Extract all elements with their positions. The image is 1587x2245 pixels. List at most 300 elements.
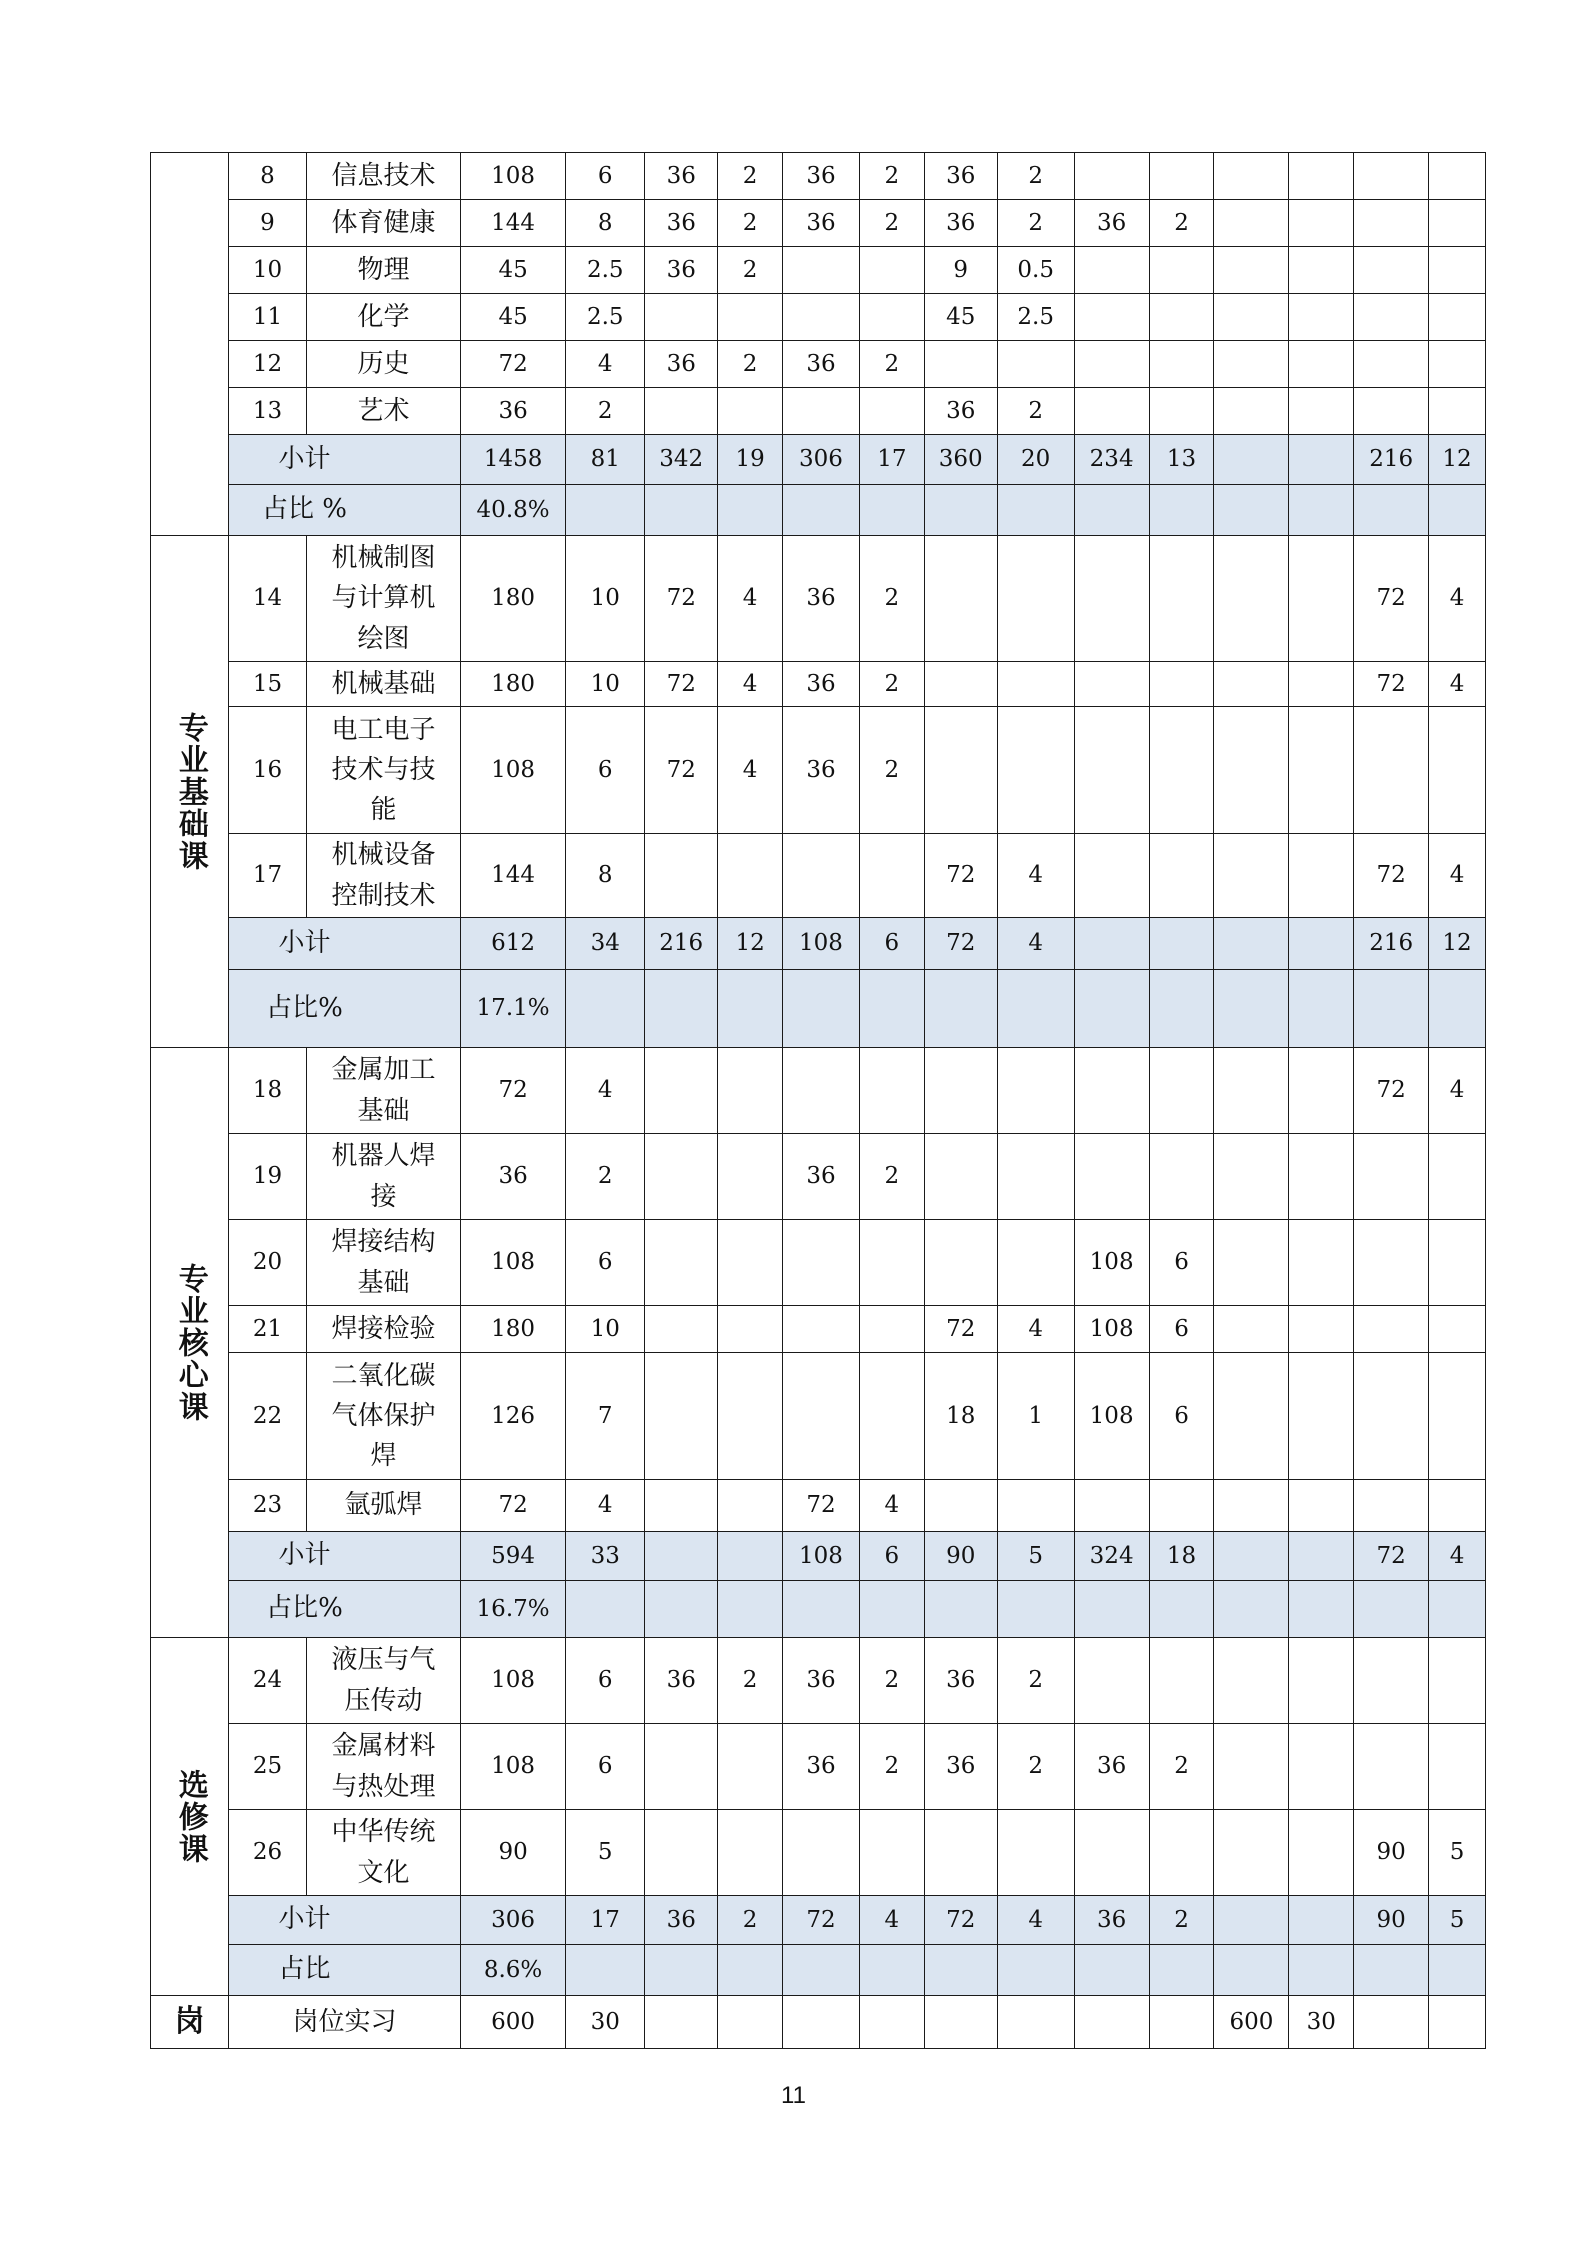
value-cell: 72 — [1354, 1532, 1429, 1581]
value-cell — [718, 1532, 783, 1581]
value-cell: 36 — [924, 200, 997, 247]
empty-cell — [1289, 970, 1354, 1048]
curriculum-hours-table — [150, 152, 1486, 2049]
value-cell: 108 — [1074, 1220, 1149, 1306]
value-cell — [1289, 388, 1354, 435]
value-cell: 2 — [718, 1896, 783, 1945]
value-cell: 72 — [1354, 1048, 1429, 1134]
value-cell: 4 — [1429, 662, 1486, 707]
value-cell — [1214, 341, 1289, 388]
value-cell: 306 — [782, 435, 859, 485]
empty-cell — [924, 485, 997, 536]
value-cell: 2 — [859, 153, 924, 200]
value-cell: 36 — [924, 388, 997, 435]
value-cell: 72 — [924, 834, 997, 918]
subtotal-row — [151, 1532, 1486, 1581]
value-cell — [924, 536, 997, 662]
value-cell: 108 — [460, 707, 565, 834]
value-cell: 36 — [782, 707, 859, 834]
table-row — [151, 294, 1486, 341]
empty-cell — [718, 485, 783, 536]
value-cell: 2 — [1149, 1724, 1214, 1810]
value-cell: 90 — [1354, 1896, 1429, 1945]
value-cell: 36 — [782, 153, 859, 200]
value-cell: 108 — [460, 153, 565, 200]
value-cell: 36 — [645, 153, 718, 200]
value-cell: 4 — [1429, 834, 1486, 918]
value-cell: 306 — [460, 1896, 565, 1945]
value-cell: 6 — [566, 707, 645, 834]
empty-cell — [1149, 485, 1214, 536]
value-cell: 8 — [566, 834, 645, 918]
value-cell — [1289, 247, 1354, 294]
value-cell — [1289, 294, 1354, 341]
value-cell: 4 — [718, 662, 783, 707]
value-cell — [997, 1810, 1074, 1896]
category-label: 专业基础课 — [151, 536, 229, 1048]
empty-cell — [782, 485, 859, 536]
value-cell: 17 — [566, 1896, 645, 1945]
value-cell: 4 — [1429, 536, 1486, 662]
value-cell: 72 — [924, 1306, 997, 1353]
value-cell — [997, 707, 1074, 834]
value-cell — [1289, 834, 1354, 918]
course-number: 13 — [228, 388, 306, 435]
ratio-row — [151, 970, 1486, 1048]
empty-cell — [1214, 485, 1289, 536]
value-cell — [1429, 1480, 1486, 1532]
value-cell — [997, 341, 1074, 388]
value-cell: 2 — [997, 1724, 1074, 1810]
value-cell: 180 — [460, 1306, 565, 1353]
value-cell — [924, 1048, 997, 1134]
value-cell: 2 — [997, 200, 1074, 247]
value-cell: 5 — [1429, 1810, 1486, 1896]
value-cell — [1289, 1638, 1354, 1724]
value-cell: 342 — [645, 435, 718, 485]
value-cell — [645, 1353, 718, 1480]
value-cell: 8 — [566, 200, 645, 247]
value-cell — [1214, 1638, 1289, 1724]
empty-cell — [1429, 970, 1486, 1048]
value-cell: 90 — [1354, 1810, 1429, 1896]
value-cell — [645, 1480, 718, 1532]
value-cell: 36 — [460, 388, 565, 435]
value-cell — [645, 1724, 718, 1810]
value-cell — [1214, 1896, 1289, 1945]
value-cell — [1214, 388, 1289, 435]
value-cell: 10 — [566, 536, 645, 662]
value-cell: 72 — [645, 536, 718, 662]
value-cell — [1289, 341, 1354, 388]
ratio-label-text: 占比% — [266, 1593, 343, 1624]
table-row — [151, 1638, 1486, 1724]
value-cell: 4 — [859, 1480, 924, 1532]
value-cell — [1354, 153, 1429, 200]
ratio-label — [228, 485, 460, 536]
value-cell: 36 — [460, 1134, 565, 1220]
value-cell: 45 — [924, 294, 997, 341]
value-cell: 0.5 — [997, 247, 1074, 294]
course-name: 信息技术 — [306, 153, 460, 200]
value-cell: 72 — [645, 707, 718, 834]
value-cell — [1214, 1532, 1289, 1581]
value-cell: 81 — [566, 435, 645, 485]
value-cell — [924, 1480, 997, 1532]
value-cell — [1354, 1996, 1429, 2049]
course-number: 10 — [228, 247, 306, 294]
value-cell — [782, 1996, 859, 2049]
value-cell: 45 — [460, 247, 565, 294]
value-cell: 45 — [460, 294, 565, 341]
value-cell: 10 — [566, 1306, 645, 1353]
value-cell — [718, 834, 783, 918]
value-cell: 4 — [997, 1306, 1074, 1353]
value-cell: 72 — [924, 918, 997, 970]
empty-cell — [859, 1945, 924, 1996]
value-cell — [1074, 1480, 1149, 1532]
table-row — [151, 1048, 1486, 1134]
value-cell: 144 — [460, 834, 565, 918]
value-cell — [1429, 388, 1486, 435]
course-number: 11 — [228, 294, 306, 341]
empty-cell — [1429, 485, 1486, 536]
value-cell: 2 — [859, 200, 924, 247]
value-cell — [1214, 1048, 1289, 1134]
value-cell — [1289, 200, 1354, 247]
empty-cell — [997, 1581, 1074, 1638]
empty-cell — [1289, 485, 1354, 536]
table-row — [151, 1353, 1486, 1480]
value-cell: 36 — [782, 536, 859, 662]
course-number: 17 — [228, 834, 306, 918]
value-cell — [1429, 1220, 1486, 1306]
value-cell: 4 — [997, 1896, 1074, 1945]
course-name: 液压与气压传动 — [306, 1638, 460, 1724]
value-cell — [1354, 707, 1429, 834]
course-number: 12 — [228, 341, 306, 388]
value-cell: 180 — [460, 536, 565, 662]
course-name: 物理 — [306, 247, 460, 294]
table-row — [151, 707, 1486, 834]
value-cell — [1429, 341, 1486, 388]
course-name: 化学 — [306, 294, 460, 341]
subtotal-label — [228, 918, 460, 970]
value-cell — [1214, 1724, 1289, 1810]
value-cell — [924, 1810, 997, 1896]
value-cell: 36 — [924, 1638, 997, 1724]
value-cell — [645, 1220, 718, 1306]
ratio-row — [151, 1581, 1486, 1638]
value-cell — [1214, 536, 1289, 662]
table-row — [151, 1134, 1486, 1220]
empty-cell — [997, 485, 1074, 536]
value-cell: 36 — [1074, 1724, 1149, 1810]
course-number: 25 — [228, 1724, 306, 1810]
empty-cell — [1429, 1581, 1486, 1638]
value-cell — [645, 294, 718, 341]
value-cell: 20 — [997, 435, 1074, 485]
empty-cell — [997, 1945, 1074, 1996]
value-cell: 144 — [460, 200, 565, 247]
value-cell — [1429, 1134, 1486, 1220]
course-number: 19 — [228, 1134, 306, 1220]
value-cell: 36 — [1074, 200, 1149, 247]
value-cell — [1289, 1532, 1354, 1581]
course-number: 14 — [228, 536, 306, 662]
value-cell — [1354, 1353, 1429, 1480]
ratio-label — [228, 970, 460, 1048]
value-cell — [1289, 1810, 1354, 1896]
subtotal-label-text: 小计 — [278, 443, 331, 474]
ratio-label-text: 占比 — [278, 1954, 331, 1985]
value-cell: 72 — [782, 1480, 859, 1532]
subtotal-label — [228, 1896, 460, 1945]
category-label: 岗 — [151, 1996, 229, 2049]
value-cell — [1214, 1306, 1289, 1353]
course-name: 机器人焊接 — [306, 1134, 460, 1220]
value-cell: 90 — [924, 1532, 997, 1581]
value-cell: 17 — [859, 435, 924, 485]
ratio-value: 17.1% — [460, 970, 565, 1048]
table-row — [151, 1810, 1486, 1896]
value-cell: 72 — [782, 1896, 859, 1945]
course-name: 电工电子技术与技能 — [306, 707, 460, 834]
value-cell: 2.5 — [566, 294, 645, 341]
value-cell — [1074, 1996, 1149, 2049]
table-row — [151, 153, 1486, 200]
value-cell: 108 — [782, 918, 859, 970]
value-cell — [782, 1810, 859, 1896]
subtotal-label — [228, 435, 460, 485]
value-cell: 324 — [1074, 1532, 1149, 1581]
value-cell: 2 — [1149, 200, 1214, 247]
value-cell — [924, 1996, 997, 2049]
value-cell: 126 — [460, 1353, 565, 1480]
value-cell — [1354, 341, 1429, 388]
value-cell — [1074, 707, 1149, 834]
empty-cell — [924, 1581, 997, 1638]
value-cell: 2 — [566, 1134, 645, 1220]
empty-cell — [1214, 1945, 1289, 1996]
empty-cell — [1289, 1581, 1354, 1638]
empty-cell — [566, 485, 645, 536]
empty-cell — [859, 485, 924, 536]
value-cell — [645, 1306, 718, 1353]
value-cell — [1074, 918, 1149, 970]
value-cell — [782, 834, 859, 918]
value-cell — [924, 707, 997, 834]
value-cell: 72 — [924, 1896, 997, 1945]
course-number: 22 — [228, 1353, 306, 1480]
value-cell — [1149, 1996, 1214, 2049]
value-cell: 2.5 — [566, 247, 645, 294]
value-cell — [645, 1048, 718, 1134]
empty-cell — [566, 970, 645, 1048]
value-cell — [782, 388, 859, 435]
course-name: 中华传统文化 — [306, 1810, 460, 1896]
value-cell — [645, 388, 718, 435]
course-name: 历史 — [306, 341, 460, 388]
value-cell — [1214, 153, 1289, 200]
empty-cell — [1429, 1945, 1486, 1996]
value-cell: 216 — [1354, 435, 1429, 485]
value-cell — [718, 1996, 783, 2049]
value-cell: 4 — [566, 1480, 645, 1532]
value-cell — [1289, 1724, 1354, 1810]
value-cell — [1074, 1638, 1149, 1724]
value-cell — [1149, 1134, 1214, 1220]
value-cell — [1214, 435, 1289, 485]
value-cell: 6 — [1149, 1353, 1214, 1480]
empty-cell — [1074, 1945, 1149, 1996]
value-cell — [718, 1048, 783, 1134]
value-cell — [1074, 1134, 1149, 1220]
value-cell — [997, 1480, 1074, 1532]
value-cell — [1214, 1480, 1289, 1532]
internship-row — [151, 1996, 1486, 2049]
value-cell: 2 — [859, 341, 924, 388]
value-cell: 1458 — [460, 435, 565, 485]
value-cell — [1074, 341, 1149, 388]
empty-cell — [645, 1945, 718, 1996]
course-number: 16 — [228, 707, 306, 834]
ratio-value: 8.6% — [460, 1945, 565, 1996]
value-cell — [1214, 247, 1289, 294]
value-cell — [1214, 1353, 1289, 1480]
page-number: 11 — [781, 2082, 806, 2109]
empty-cell — [1149, 1945, 1214, 1996]
table-row — [151, 1480, 1486, 1532]
value-cell — [718, 388, 783, 435]
value-cell: 9 — [924, 247, 997, 294]
value-cell: 234 — [1074, 435, 1149, 485]
value-cell — [1149, 834, 1214, 918]
empty-cell — [718, 1581, 783, 1638]
value-cell — [718, 294, 783, 341]
value-cell: 72 — [1354, 834, 1429, 918]
value-cell — [1214, 707, 1289, 834]
value-cell — [1354, 1724, 1429, 1810]
course-name: 氩弧焊 — [306, 1480, 460, 1532]
value-cell: 72 — [460, 341, 565, 388]
value-cell — [718, 1306, 783, 1353]
value-cell: 36 — [782, 662, 859, 707]
category-label — [151, 153, 229, 536]
value-cell — [645, 1996, 718, 2049]
empty-cell — [718, 1945, 783, 1996]
value-cell: 36 — [924, 1724, 997, 1810]
value-cell: 30 — [566, 1996, 645, 2049]
value-cell — [1214, 1134, 1289, 1220]
table-row — [151, 1220, 1486, 1306]
value-cell: 36 — [782, 1134, 859, 1220]
value-cell: 2 — [859, 707, 924, 834]
course-name: 艺术 — [306, 388, 460, 435]
empty-cell — [924, 970, 997, 1048]
value-cell: 36 — [782, 1638, 859, 1724]
value-cell — [1429, 153, 1486, 200]
value-cell — [1429, 247, 1486, 294]
value-cell: 2 — [859, 662, 924, 707]
value-cell — [1074, 294, 1149, 341]
value-cell — [1214, 200, 1289, 247]
value-cell: 36 — [924, 153, 997, 200]
value-cell — [1354, 388, 1429, 435]
empty-cell — [1149, 970, 1214, 1048]
value-cell — [1074, 662, 1149, 707]
course-number: 21 — [228, 1306, 306, 1353]
course-number: 20 — [228, 1220, 306, 1306]
value-cell — [645, 1810, 718, 1896]
value-cell — [1289, 1048, 1354, 1134]
value-cell — [1354, 1306, 1429, 1353]
value-cell: 4 — [718, 707, 783, 834]
course-number: 23 — [228, 1480, 306, 1532]
subtotal-row — [151, 918, 1486, 970]
value-cell — [924, 662, 997, 707]
value-cell: 180 — [460, 662, 565, 707]
value-cell: 2 — [997, 153, 1074, 200]
value-cell — [924, 341, 997, 388]
value-cell: 36 — [645, 1896, 718, 1945]
ratio-label — [228, 1581, 460, 1638]
value-cell — [1214, 918, 1289, 970]
value-cell: 612 — [460, 918, 565, 970]
value-cell — [1074, 388, 1149, 435]
value-cell — [1149, 707, 1214, 834]
subtotal-label-text: 小计 — [278, 1540, 331, 1571]
value-cell — [1149, 341, 1214, 388]
empty-cell — [566, 1945, 645, 1996]
value-cell — [718, 1134, 783, 1220]
value-cell: 6 — [566, 1724, 645, 1810]
value-cell — [718, 1724, 783, 1810]
value-cell — [1074, 536, 1149, 662]
value-cell — [1214, 294, 1289, 341]
value-cell — [1149, 1810, 1214, 1896]
value-cell — [1149, 662, 1214, 707]
value-cell: 4 — [1429, 1048, 1486, 1134]
value-cell: 34 — [566, 918, 645, 970]
value-cell: 600 — [1214, 1996, 1289, 2049]
value-cell — [782, 1353, 859, 1480]
value-cell — [1429, 1724, 1486, 1810]
value-cell: 2 — [718, 153, 783, 200]
empty-cell — [1149, 1581, 1214, 1638]
empty-cell — [1354, 485, 1429, 536]
ratio-value: 40.8% — [460, 485, 565, 536]
value-cell: 4 — [859, 1896, 924, 1945]
value-cell: 360 — [924, 435, 997, 485]
table-row — [151, 536, 1486, 662]
value-cell: 72 — [460, 1480, 565, 1532]
course-number: 26 — [228, 1810, 306, 1896]
value-cell — [1354, 1638, 1429, 1724]
value-cell: 6 — [859, 918, 924, 970]
value-cell: 19 — [718, 435, 783, 485]
value-cell: 2 — [859, 536, 924, 662]
value-cell — [859, 294, 924, 341]
value-cell: 90 — [460, 1810, 565, 1896]
course-name: 焊接检验 — [306, 1306, 460, 1353]
value-cell — [1429, 1353, 1486, 1480]
value-cell — [997, 1220, 1074, 1306]
table-row — [151, 200, 1486, 247]
value-cell — [997, 536, 1074, 662]
value-cell: 72 — [1354, 536, 1429, 662]
value-cell: 72 — [460, 1048, 565, 1134]
